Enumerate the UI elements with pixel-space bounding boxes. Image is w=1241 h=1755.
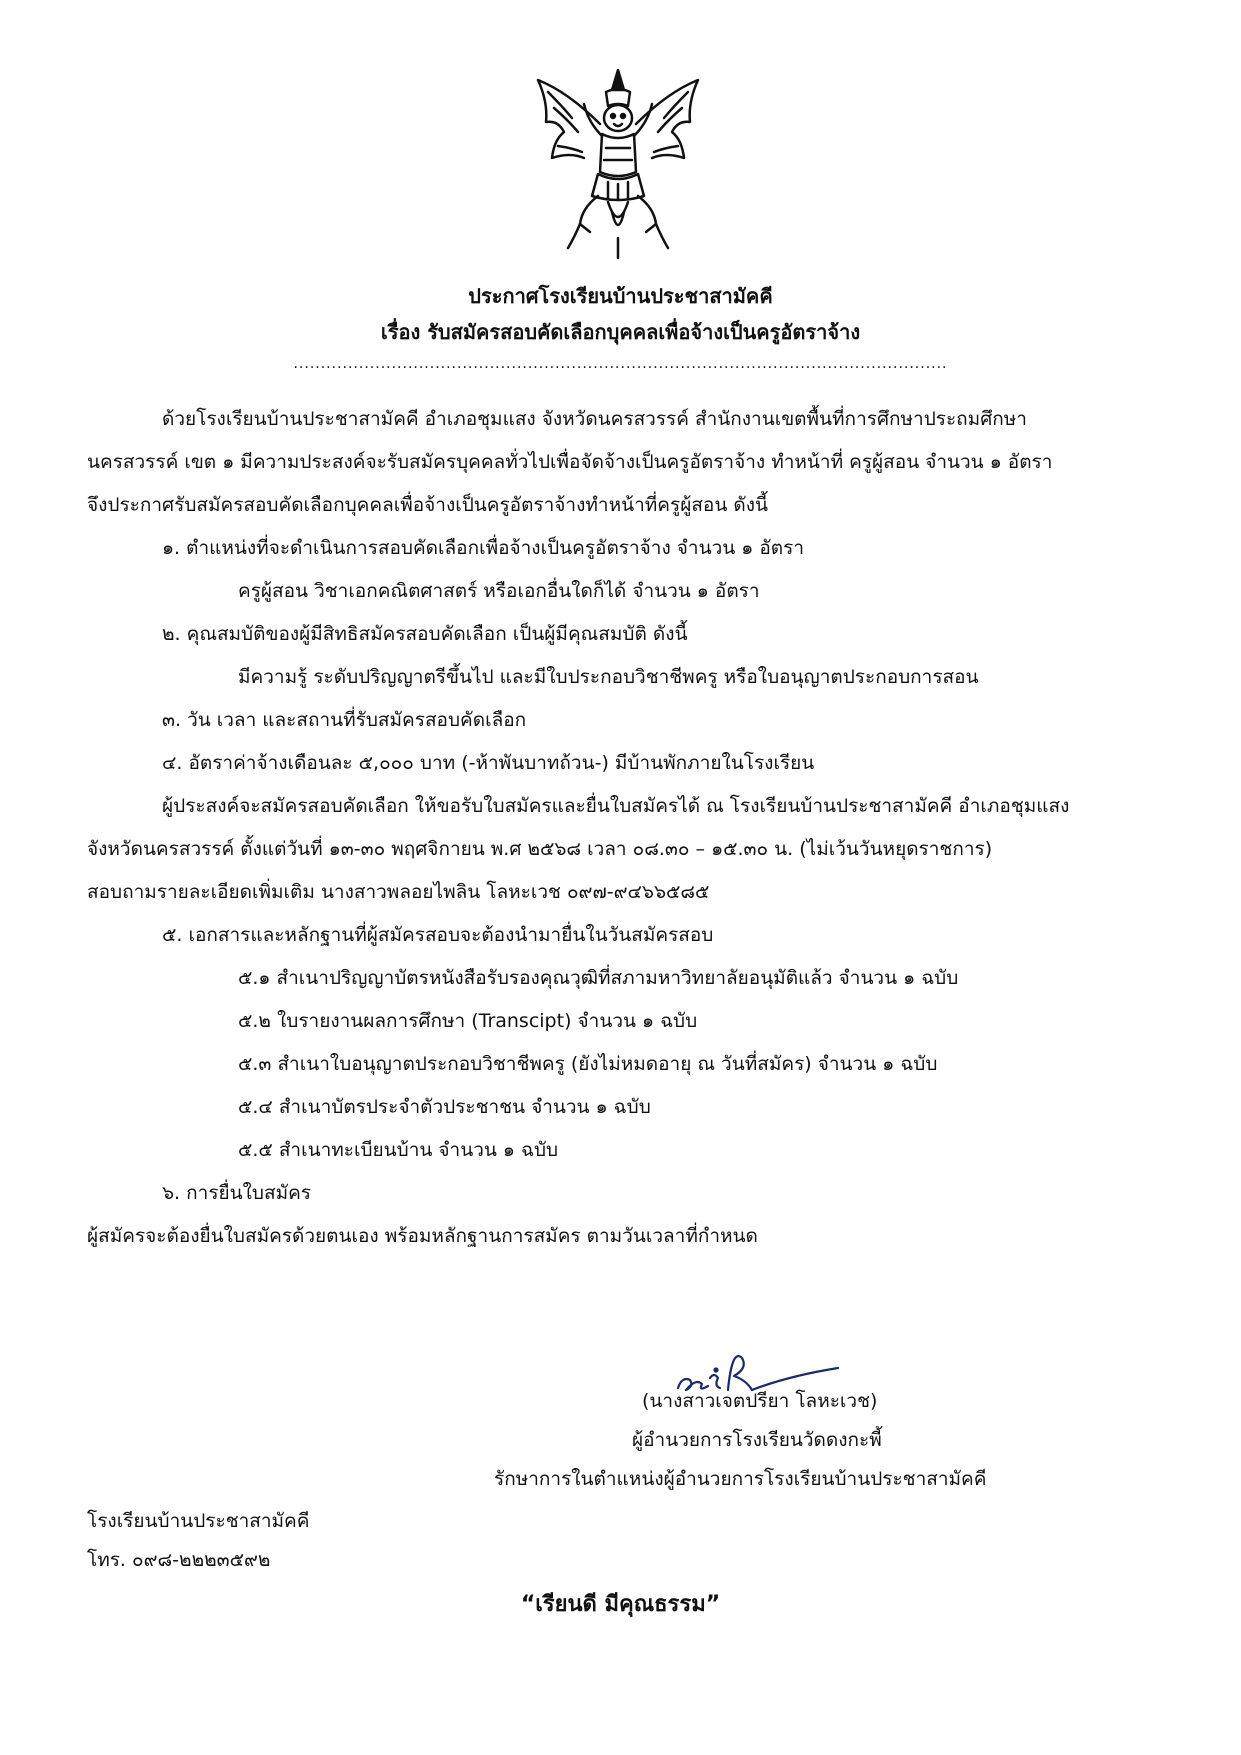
footer-phone: โทร. ๐๙๘-๒๒๒๓๕๙๒ <box>87 1549 271 1571</box>
item-2-heading: ๒. คุณสมบัติของผู้มีสิทธิสมัครสอบคัดเลือก เป็นผู้มีคุณสมบัติ ดังนี้ <box>162 623 688 645</box>
intro-line-2: นครสวรรค์ เขต ๑ มีความประสงค์จะรับสมัครบุคคลทั่วไปเพื่อจัดจ้างเป็นครูอัตราจ้าง ทำหน้าที่ ครูผู้สอน จำนวน ๑ อัตรา <box>87 451 1053 473</box>
signer-name: (นางสาวเจตปรียา โลหะเวช) <box>642 1390 878 1412</box>
separator-line: ........................................................................................................................ <box>293 356 948 372</box>
garuda-emblem-icon <box>518 62 718 262</box>
document-item: ๕.๒ ใบรายงานผลการศึกษา (Transcipt) จำนวน ๑ ฉบับ <box>238 1010 698 1032</box>
item-2-detail: มีความรู้ ระดับปริญญาตรีขึ้นไป และมีใบประกอบวิชาชีพครู หรือใบอนุญาตประกอบการสอน <box>238 666 979 688</box>
item-5-heading: ๕. เอกสารและหลักฐานที่ผู้สมัครสอบจะต้องนำมายื่นในวันสมัครสอบ <box>162 924 714 946</box>
announcement-subject: เรื่อง รับสมัครสอบคัดเลือกบุคคลเพื่อจ้างเป็นครูอัตราจ้าง <box>380 320 861 344</box>
item-6-heading: ๖. การยื่นใบสมัคร <box>162 1182 312 1204</box>
signer-position-2: รักษาการในตำแหน่งผู้อำนวยการโรงเรียนบ้านประชาสามัคคี <box>494 1468 987 1490</box>
item-4-heading: ๔. อัตราค่าจ้างเดือนละ ๕,๐๐๐ บาท (-ห้าพันบาทถ้วน-) มีบ้านพักภายในโรงเรียน <box>162 752 815 774</box>
apply-line-3: สอบถามรายละเอียดเพิ่มเติม นางสาวพลอยไพลิน โลหะเวช ๐๙๗-๙๔๖๖๕๘๕ <box>87 881 710 903</box>
document-item: ๕.๕ สำเนาทะเบียนบ้าน จำนวน ๑ ฉบับ <box>238 1139 559 1161</box>
item-3-heading: ๓. วัน เวลา และสถานที่รับสมัครสอบคัดเลือก <box>162 709 527 731</box>
apply-line-1: ผู้ประสงค์จะสมัครสอบคัดเลือก ให้ขอรับใบสมัครและยื่นใบสมัครได้ ณ โรงเรียนบ้านประชาสามัคคี อำเภอชุมแสง <box>162 795 1070 817</box>
intro-line-1: ด้วยโรงเรียนบ้านประชาสามัคคี อำเภอชุมแสง จังหวัดนครสวรรค์ สำนักงานเขตพื้นที่การศึกษาประถมศึกษา <box>162 408 1027 430</box>
announcement-title: ประกาศโรงเรียนบ้านประชาสามัคคี <box>468 284 773 308</box>
signer-position-1: ผู้อำนวยการโรงเรียนวัดดงกะพี้ <box>632 1429 882 1451</box>
document-item: ๕.๔ สำเนาบัตรประจำตัวประชาชน จำนวน ๑ ฉบับ <box>238 1096 651 1118</box>
school-motto: “เรียนดี มีคุณธรรม” <box>520 1592 721 1617</box>
apply-line-2: จังหวัดนครสวรรค์ ตั้งแต่วันที่ ๑๓-๓๐ พฤศจิกายน พ.ศ ๒๕๖๘ เวลา ๐๘.๓๐ – ๑๕.๓๐ น. (ไม่เว้นวันหยุดราชการ) <box>87 838 993 860</box>
intro-line-3: จึงประกาศรับสมัครสอบคัดเลือกบุคคลเพื่อจ้างเป็นครูอัตราจ้างทำหน้าที่ครูผู้สอน ดังนี้ <box>87 494 768 516</box>
item-1-detail: ครูผู้สอน วิชาเอกคณิตศาสตร์ หรือเอกอื่นใดก็ได้ จำนวน ๑ อัตรา <box>238 580 760 602</box>
footer-school: โรงเรียนบ้านประชาสามัคคี <box>87 1510 310 1532</box>
item-6-detail: ผู้สมัครจะต้องยื่นใบสมัครด้วยตนเอง พร้อมหลักฐานการสมัคร ตามวันเวลาที่กำหนด <box>87 1225 758 1247</box>
document-item: ๕.๑ สำเนาปริญญาบัตรหนังสือรับรองคุณวุฒิที่สภามหาวิทยาลัยอนุมัติแล้ว จำนวน ๑ ฉบับ <box>238 967 959 989</box>
document-item: ๕.๓ สำเนาใบอนุญาตประกอบวิชาชีพครู (ยังไม่หมดอายุ ณ วันที่สมัคร) จำนวน ๑ ฉบับ <box>238 1053 938 1075</box>
item-1-heading: ๑. ตำแหน่งที่จะดำเนินการสอบคัดเลือกเพื่อจ้างเป็นครูอัตราจ้าง จำนวน ๑ อัตรา <box>162 537 804 559</box>
